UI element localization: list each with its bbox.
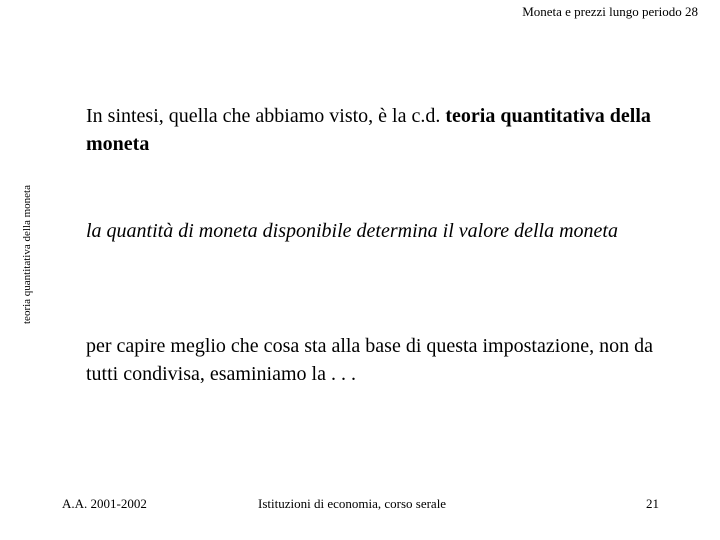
summary-intro: In sintesi, quella che abbiamo visto, è la c.d. bbox=[86, 105, 441, 127]
footer-academic-year: A.A. 2001-2002 bbox=[62, 496, 147, 511]
slide-header bbox=[522, 4, 698, 20]
summary-paragraph bbox=[86, 102, 686, 158]
footer-slide-number: 21 bbox=[646, 496, 659, 511]
summary-term: teoria quantitativa della moneta bbox=[86, 105, 651, 155]
header-page-ref: 28 bbox=[685, 4, 698, 19]
vertical-section-label: teoria quantitativa della moneta bbox=[21, 185, 33, 324]
header-title: Moneta e prezzi lungo periodo bbox=[522, 4, 682, 19]
definition-paragraph: la quantità di moneta disponibile determina il valore della moneta bbox=[86, 220, 618, 242]
followup-paragraph: per capire meglio che cosa sta alla base di questa impostazione, non da tutti condivisa, esaminiamo la . . . bbox=[86, 335, 654, 385]
footer-course: Istituzioni di economia, corso serale bbox=[258, 496, 447, 511]
